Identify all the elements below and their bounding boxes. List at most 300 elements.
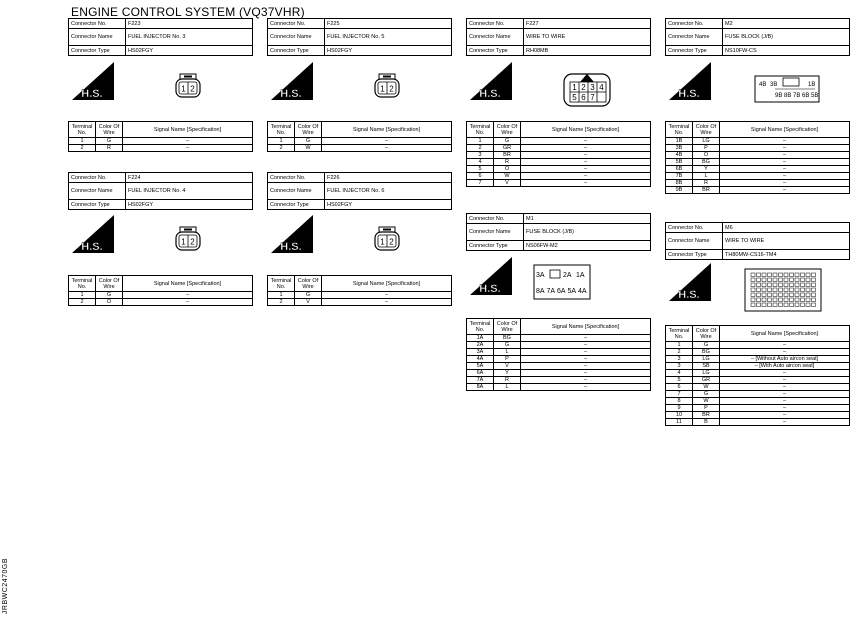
table-row <box>467 335 651 342</box>
terminal-no: 2 <box>666 349 693 356</box>
table-row <box>467 145 651 152</box>
wire-color: W <box>295 145 322 152</box>
wire-color: O <box>494 166 521 173</box>
wire-color: R <box>693 180 720 187</box>
hs-symbol-icon <box>269 213 315 255</box>
table-row <box>467 377 651 384</box>
svg-text:2: 2 <box>190 237 195 247</box>
wire-color: G <box>295 292 322 299</box>
table-row <box>467 384 651 391</box>
connector-info-table <box>68 18 253 56</box>
table-row <box>666 363 850 370</box>
terminal-no: 3 <box>467 152 494 159</box>
hs-symbol-icon <box>70 213 116 255</box>
wire-color: BG <box>693 159 720 166</box>
wire-color: G <box>494 342 521 349</box>
connector-info-table <box>267 18 452 56</box>
hs-symbol-icon <box>269 60 315 102</box>
terminal-no: 3A <box>467 349 494 356</box>
connector-type: TH80MW-CS16-TM4 <box>723 250 850 260</box>
wire-color: R <box>494 377 521 384</box>
label-connector-no: Connector No. <box>69 19 126 29</box>
table-row <box>666 349 850 356</box>
table-row <box>666 187 850 194</box>
terminal-no: 8B <box>666 180 693 187</box>
hs-symbol-icon <box>667 261 713 303</box>
header-terminal-no: Terminal No. <box>69 122 96 138</box>
header-color-of-wire: Color Of Wire <box>693 326 720 342</box>
wire-color: P <box>494 356 521 363</box>
wire-color: R <box>96 145 123 152</box>
table-row <box>467 152 651 159</box>
connector-no: M1 <box>524 214 651 224</box>
hs-symbol-icon <box>70 60 116 102</box>
wire-color: B <box>693 419 720 426</box>
svg-text:2A: 2A <box>563 272 572 279</box>
signal-name: – <box>720 412 850 419</box>
terminal-no: 6 <box>467 173 494 180</box>
svg-text:5A: 5A <box>567 288 577 295</box>
table-row <box>666 405 850 412</box>
connector-no: F225 <box>325 19 452 29</box>
wire-color: BG <box>693 349 720 356</box>
connector-type: RH08MB <box>524 46 651 56</box>
terminal-no: 7 <box>467 180 494 187</box>
signal-name: – <box>720 370 850 377</box>
table-row <box>666 152 850 159</box>
hs-symbol-icon <box>468 60 514 102</box>
header-signal-name: Signal Name [Specification] <box>720 122 850 138</box>
terminal-no: 5 <box>666 377 693 384</box>
signal-table <box>665 121 850 194</box>
signal-name: – <box>720 180 850 187</box>
svg-text:H.S.: H.S. <box>280 88 302 100</box>
signal-table <box>267 121 452 152</box>
table-row <box>467 180 651 187</box>
svg-text:H.S.: H.S. <box>678 88 700 100</box>
terminal-no: 3 <box>666 356 693 363</box>
header-color-of-wire: Color Of Wire <box>96 122 123 138</box>
terminal-no: 6 <box>666 384 693 391</box>
terminal-no: 8A <box>467 384 494 391</box>
label-connector-no: Connector No. <box>467 214 524 224</box>
connector-face-icon <box>562 68 612 108</box>
table-row <box>268 145 452 152</box>
terminal-no: 1A <box>467 335 494 342</box>
signal-name: – <box>521 145 651 152</box>
label-connector-name: Connector Name <box>69 29 126 46</box>
table-row <box>666 173 850 180</box>
header-signal-name: Signal Name [Specification] <box>322 122 452 138</box>
table-row <box>666 412 850 419</box>
table-row <box>666 377 850 384</box>
page-title: ENGINE CONTROL SYSTEM (VQ37VHR) <box>71 5 305 19</box>
wire-color: W <box>494 173 521 180</box>
label-connector-name: Connector Name <box>467 224 524 241</box>
wire-color: G <box>96 292 123 299</box>
terminal-no: 4 <box>467 159 494 166</box>
wire-color: V <box>295 299 322 306</box>
signal-name: – <box>521 356 651 363</box>
terminal-no: 1 <box>268 292 295 299</box>
connector-name: FUSE BLOCK (J/B) <box>723 29 850 46</box>
table-row <box>69 299 253 306</box>
signal-table <box>68 275 253 306</box>
signal-name: – <box>720 384 850 391</box>
table-row <box>666 398 850 405</box>
svg-text:1: 1 <box>181 84 186 94</box>
connector-info-table <box>466 213 651 251</box>
svg-text:H.S.: H.S. <box>479 283 501 295</box>
svg-text:2: 2 <box>581 83 586 92</box>
svg-text:6B: 6B <box>802 93 810 99</box>
table-row <box>467 166 651 173</box>
terminal-no: 5B <box>666 159 693 166</box>
table-row <box>666 342 850 349</box>
svg-text:H.S.: H.S. <box>280 241 302 253</box>
label-connector-name: Connector Name <box>69 183 126 200</box>
connector-type: HS02FGY <box>126 200 253 210</box>
svg-text:3: 3 <box>590 83 595 92</box>
wire-color: BR <box>494 152 521 159</box>
table-row <box>69 292 253 299</box>
terminal-no: 2A <box>467 342 494 349</box>
connector-type: NS06FW-M2 <box>524 241 651 251</box>
header-signal-name: Signal Name [Specification] <box>123 122 253 138</box>
terminal-no: 1 <box>666 342 693 349</box>
table-row <box>666 419 850 426</box>
header-color-of-wire: Color Of Wire <box>494 319 521 335</box>
svg-text:1: 1 <box>380 237 385 247</box>
svg-text:9B: 9B <box>775 93 783 99</box>
table-row <box>666 138 850 145</box>
connector-face-icon <box>174 72 204 102</box>
terminal-no: 5 <box>467 166 494 173</box>
wire-color: GR <box>693 377 720 384</box>
terminal-no: 3B <box>666 145 693 152</box>
table-row <box>467 370 651 377</box>
signal-name: – <box>720 349 850 356</box>
wire-color: G <box>494 138 521 145</box>
signal-name: – <box>123 299 253 306</box>
signal-name: – <box>322 292 452 299</box>
svg-text:1: 1 <box>181 237 186 247</box>
label-connector-type: Connector Type <box>268 200 325 210</box>
wire-color: G <box>295 138 322 145</box>
signal-name: – <box>322 145 452 152</box>
table-row <box>467 349 651 356</box>
svg-text:H.S.: H.S. <box>479 88 501 100</box>
table-row <box>666 166 850 173</box>
wire-color: L <box>494 384 521 391</box>
connector-name: FUEL INJECTOR No. 4 <box>126 183 253 200</box>
header-terminal-no: Terminal No. <box>467 319 494 335</box>
wire-color: O <box>693 152 720 159</box>
svg-text:6: 6 <box>581 93 586 102</box>
terminal-no: 5A <box>467 363 494 370</box>
connector-info-table <box>665 18 850 56</box>
svg-text:5B: 5B <box>811 93 819 99</box>
wire-color: R <box>494 159 521 166</box>
wire-color: W <box>693 384 720 391</box>
svg-text:H.S.: H.S. <box>678 289 700 301</box>
header-signal-name: Signal Name [Specification] <box>123 276 253 292</box>
header-color-of-wire: Color Of Wire <box>295 122 322 138</box>
signal-name: – <box>521 152 651 159</box>
label-connector-name: Connector Name <box>268 183 325 200</box>
drawing-code: JRBWC2470GB <box>2 558 9 615</box>
connector-type: HS02FGY <box>325 200 452 210</box>
terminal-no: 1 <box>69 292 96 299</box>
header-color-of-wire: Color Of Wire <box>693 122 720 138</box>
terminal-no: 1 <box>69 138 96 145</box>
terminal-no: 11 <box>666 419 693 426</box>
svg-text:2: 2 <box>389 237 394 247</box>
wire-color: W <box>693 398 720 405</box>
connector-name: WIRE TO WIRE <box>723 233 850 250</box>
signal-name: – <box>720 159 850 166</box>
connector-no: F223 <box>126 19 253 29</box>
terminal-no: 3 <box>666 363 693 370</box>
terminal-no: 2 <box>268 299 295 306</box>
table-row <box>666 356 850 363</box>
table-row <box>69 145 253 152</box>
svg-text:1B: 1B <box>808 82 816 88</box>
signal-name: – <box>521 363 651 370</box>
wire-color: L <box>494 349 521 356</box>
connector-info-table <box>68 172 253 210</box>
table-row <box>666 384 850 391</box>
header-terminal-no: Terminal No. <box>69 276 96 292</box>
svg-text:5: 5 <box>572 93 577 102</box>
terminal-no: 9B <box>666 187 693 194</box>
connector-info-table <box>665 222 850 260</box>
signal-name: – <box>720 166 850 173</box>
signal-name: – <box>123 292 253 299</box>
table-row <box>666 370 850 377</box>
wire-color: P <box>693 145 720 152</box>
connector-face-icon <box>753 74 821 104</box>
header-color-of-wire: Color Of Wire <box>494 122 521 138</box>
wire-color: LG <box>693 138 720 145</box>
wire-color: BG <box>494 335 521 342</box>
table-row <box>666 391 850 398</box>
svg-text:4B: 4B <box>759 82 767 88</box>
svg-text:6A: 6A <box>557 288 566 295</box>
signal-name: – <box>322 299 452 306</box>
connector-name: FUEL INJECTOR No. 5 <box>325 29 452 46</box>
signal-name: – <box>720 173 850 180</box>
table-row <box>268 138 452 145</box>
svg-text:7A: 7A <box>546 288 556 295</box>
label-connector-type: Connector Type <box>467 241 524 251</box>
signal-name: – <box>521 349 651 356</box>
signal-name: – <box>322 138 452 145</box>
connector-type: NS10FW-CS <box>723 46 850 56</box>
svg-text:1: 1 <box>380 84 385 94</box>
label-connector-type: Connector Type <box>467 46 524 56</box>
wire-color: G <box>693 391 720 398</box>
header-terminal-no: Terminal No. <box>467 122 494 138</box>
label-connector-no: Connector No. <box>268 173 325 183</box>
signal-name: – <box>720 187 850 194</box>
label-connector-no: Connector No. <box>69 173 126 183</box>
signal-name: – <box>720 138 850 145</box>
header-signal-name: Signal Name [Specification] <box>521 319 651 335</box>
wire-color: BR <box>693 187 720 194</box>
terminal-no: 6A <box>467 370 494 377</box>
label-connector-no: Connector No. <box>467 19 524 29</box>
connector-face-icon <box>373 72 403 102</box>
signal-name: – <box>720 145 850 152</box>
signal-name: – <box>720 342 850 349</box>
signal-name: – <box>521 180 651 187</box>
hs-symbol-icon <box>667 60 713 102</box>
terminal-no: 1B <box>666 138 693 145</box>
signal-name: – [Without Auto aircon seat] <box>720 356 850 363</box>
signal-name: – <box>521 370 651 377</box>
signal-name: – <box>720 398 850 405</box>
connector-name: FUSE BLOCK (J/B) <box>524 224 651 241</box>
terminal-no: 2 <box>69 145 96 152</box>
connector-face-icon <box>532 263 592 301</box>
connector-name: WIRE TO WIRE <box>524 29 651 46</box>
signal-name: – <box>521 173 651 180</box>
signal-table <box>466 121 651 187</box>
signal-name: – <box>123 145 253 152</box>
wire-color: Y <box>693 166 720 173</box>
label-connector-type: Connector Type <box>69 46 126 56</box>
wire-color: P <box>693 405 720 412</box>
connector-no: M6 <box>723 223 850 233</box>
header-terminal-no: Terminal No. <box>268 276 295 292</box>
wire-color: L <box>693 173 720 180</box>
svg-text:7: 7 <box>590 93 595 102</box>
table-row <box>467 342 651 349</box>
signal-name: – <box>720 419 850 426</box>
connector-type: HS02FGY <box>126 46 253 56</box>
signal-table <box>665 325 850 426</box>
header-color-of-wire: Color Of Wire <box>295 276 322 292</box>
label-connector-name: Connector Name <box>268 29 325 46</box>
wire-color: G <box>693 342 720 349</box>
table-row <box>666 145 850 152</box>
table-row <box>467 138 651 145</box>
connector-no: F226 <box>325 173 452 183</box>
svg-text:4A: 4A <box>578 288 587 295</box>
terminal-no: 4 <box>666 370 693 377</box>
wire-color: GR <box>494 145 521 152</box>
signal-name: – <box>521 159 651 166</box>
connector-face-icon <box>743 267 823 313</box>
signal-name: – <box>720 391 850 398</box>
connector-type: HS02FGY <box>325 46 452 56</box>
header-signal-name: Signal Name [Specification] <box>521 122 651 138</box>
terminal-no: 10 <box>666 412 693 419</box>
signal-name: – <box>521 377 651 384</box>
connector-no: M2 <box>723 19 850 29</box>
svg-text:2: 2 <box>190 84 195 94</box>
label-connector-type: Connector Type <box>69 200 126 210</box>
label-connector-name: Connector Name <box>467 29 524 46</box>
wire-color: V <box>494 180 521 187</box>
label-connector-no: Connector No. <box>666 223 723 233</box>
connector-face-icon <box>373 225 403 255</box>
svg-text:3A: 3A <box>536 272 545 279</box>
table-row <box>467 159 651 166</box>
terminal-no: 2 <box>268 145 295 152</box>
table-row <box>268 299 452 306</box>
label-connector-name: Connector Name <box>666 233 723 250</box>
connector-info-table <box>466 18 651 56</box>
table-row <box>69 138 253 145</box>
svg-text:1A: 1A <box>576 272 585 279</box>
terminal-no: 2 <box>69 299 96 306</box>
label-connector-type: Connector Type <box>666 46 723 56</box>
wire-color: O <box>96 299 123 306</box>
table-row <box>666 180 850 187</box>
signal-name: – <box>123 138 253 145</box>
terminal-no: 6B <box>666 166 693 173</box>
svg-text:H.S.: H.S. <box>81 88 103 100</box>
signal-name: – <box>720 405 850 412</box>
signal-name: – <box>720 377 850 384</box>
header-color-of-wire: Color Of Wire <box>96 276 123 292</box>
signal-name: – <box>521 384 651 391</box>
table-row <box>268 292 452 299</box>
signal-name: – <box>521 166 651 173</box>
terminal-no: 8 <box>666 398 693 405</box>
label-connector-type: Connector Type <box>268 46 325 56</box>
header-terminal-no: Terminal No. <box>268 122 295 138</box>
terminal-no: 7B <box>666 173 693 180</box>
terminal-no: 1 <box>467 138 494 145</box>
header-terminal-no: Terminal No. <box>666 122 693 138</box>
svg-text:8B: 8B <box>784 93 792 99</box>
terminal-no: 2 <box>467 145 494 152</box>
svg-text:2: 2 <box>389 84 394 94</box>
terminal-no: 4A <box>467 356 494 363</box>
table-row <box>467 363 651 370</box>
signal-table <box>466 318 651 391</box>
wire-color: BR <box>693 412 720 419</box>
terminal-no: 7A <box>467 377 494 384</box>
label-connector-no: Connector No. <box>666 19 723 29</box>
label-connector-type: Connector Type <box>666 250 723 260</box>
signal-name: – <box>521 335 651 342</box>
terminal-no: 7 <box>666 391 693 398</box>
svg-text:H.S.: H.S. <box>81 241 103 253</box>
signal-name: – <box>521 138 651 145</box>
svg-text:1: 1 <box>572 83 577 92</box>
signal-name: – <box>720 152 850 159</box>
terminal-no: 4B <box>666 152 693 159</box>
table-row <box>467 173 651 180</box>
wire-color: LG <box>693 356 720 363</box>
connector-no: F227 <box>524 19 651 29</box>
svg-text:4: 4 <box>599 83 604 92</box>
connector-name: FUEL INJECTOR No. 6 <box>325 183 452 200</box>
connector-name: FUEL INJECTOR No. 3 <box>126 29 253 46</box>
connector-no: F224 <box>126 173 253 183</box>
wire-color: Y <box>494 370 521 377</box>
header-signal-name: Signal Name [Specification] <box>720 326 850 342</box>
signal-name: – [With Auto aircon seat] <box>720 363 850 370</box>
signal-name: – <box>521 342 651 349</box>
wire-color: V <box>494 363 521 370</box>
connector-face-icon <box>174 225 204 255</box>
svg-text:7B: 7B <box>793 93 801 99</box>
